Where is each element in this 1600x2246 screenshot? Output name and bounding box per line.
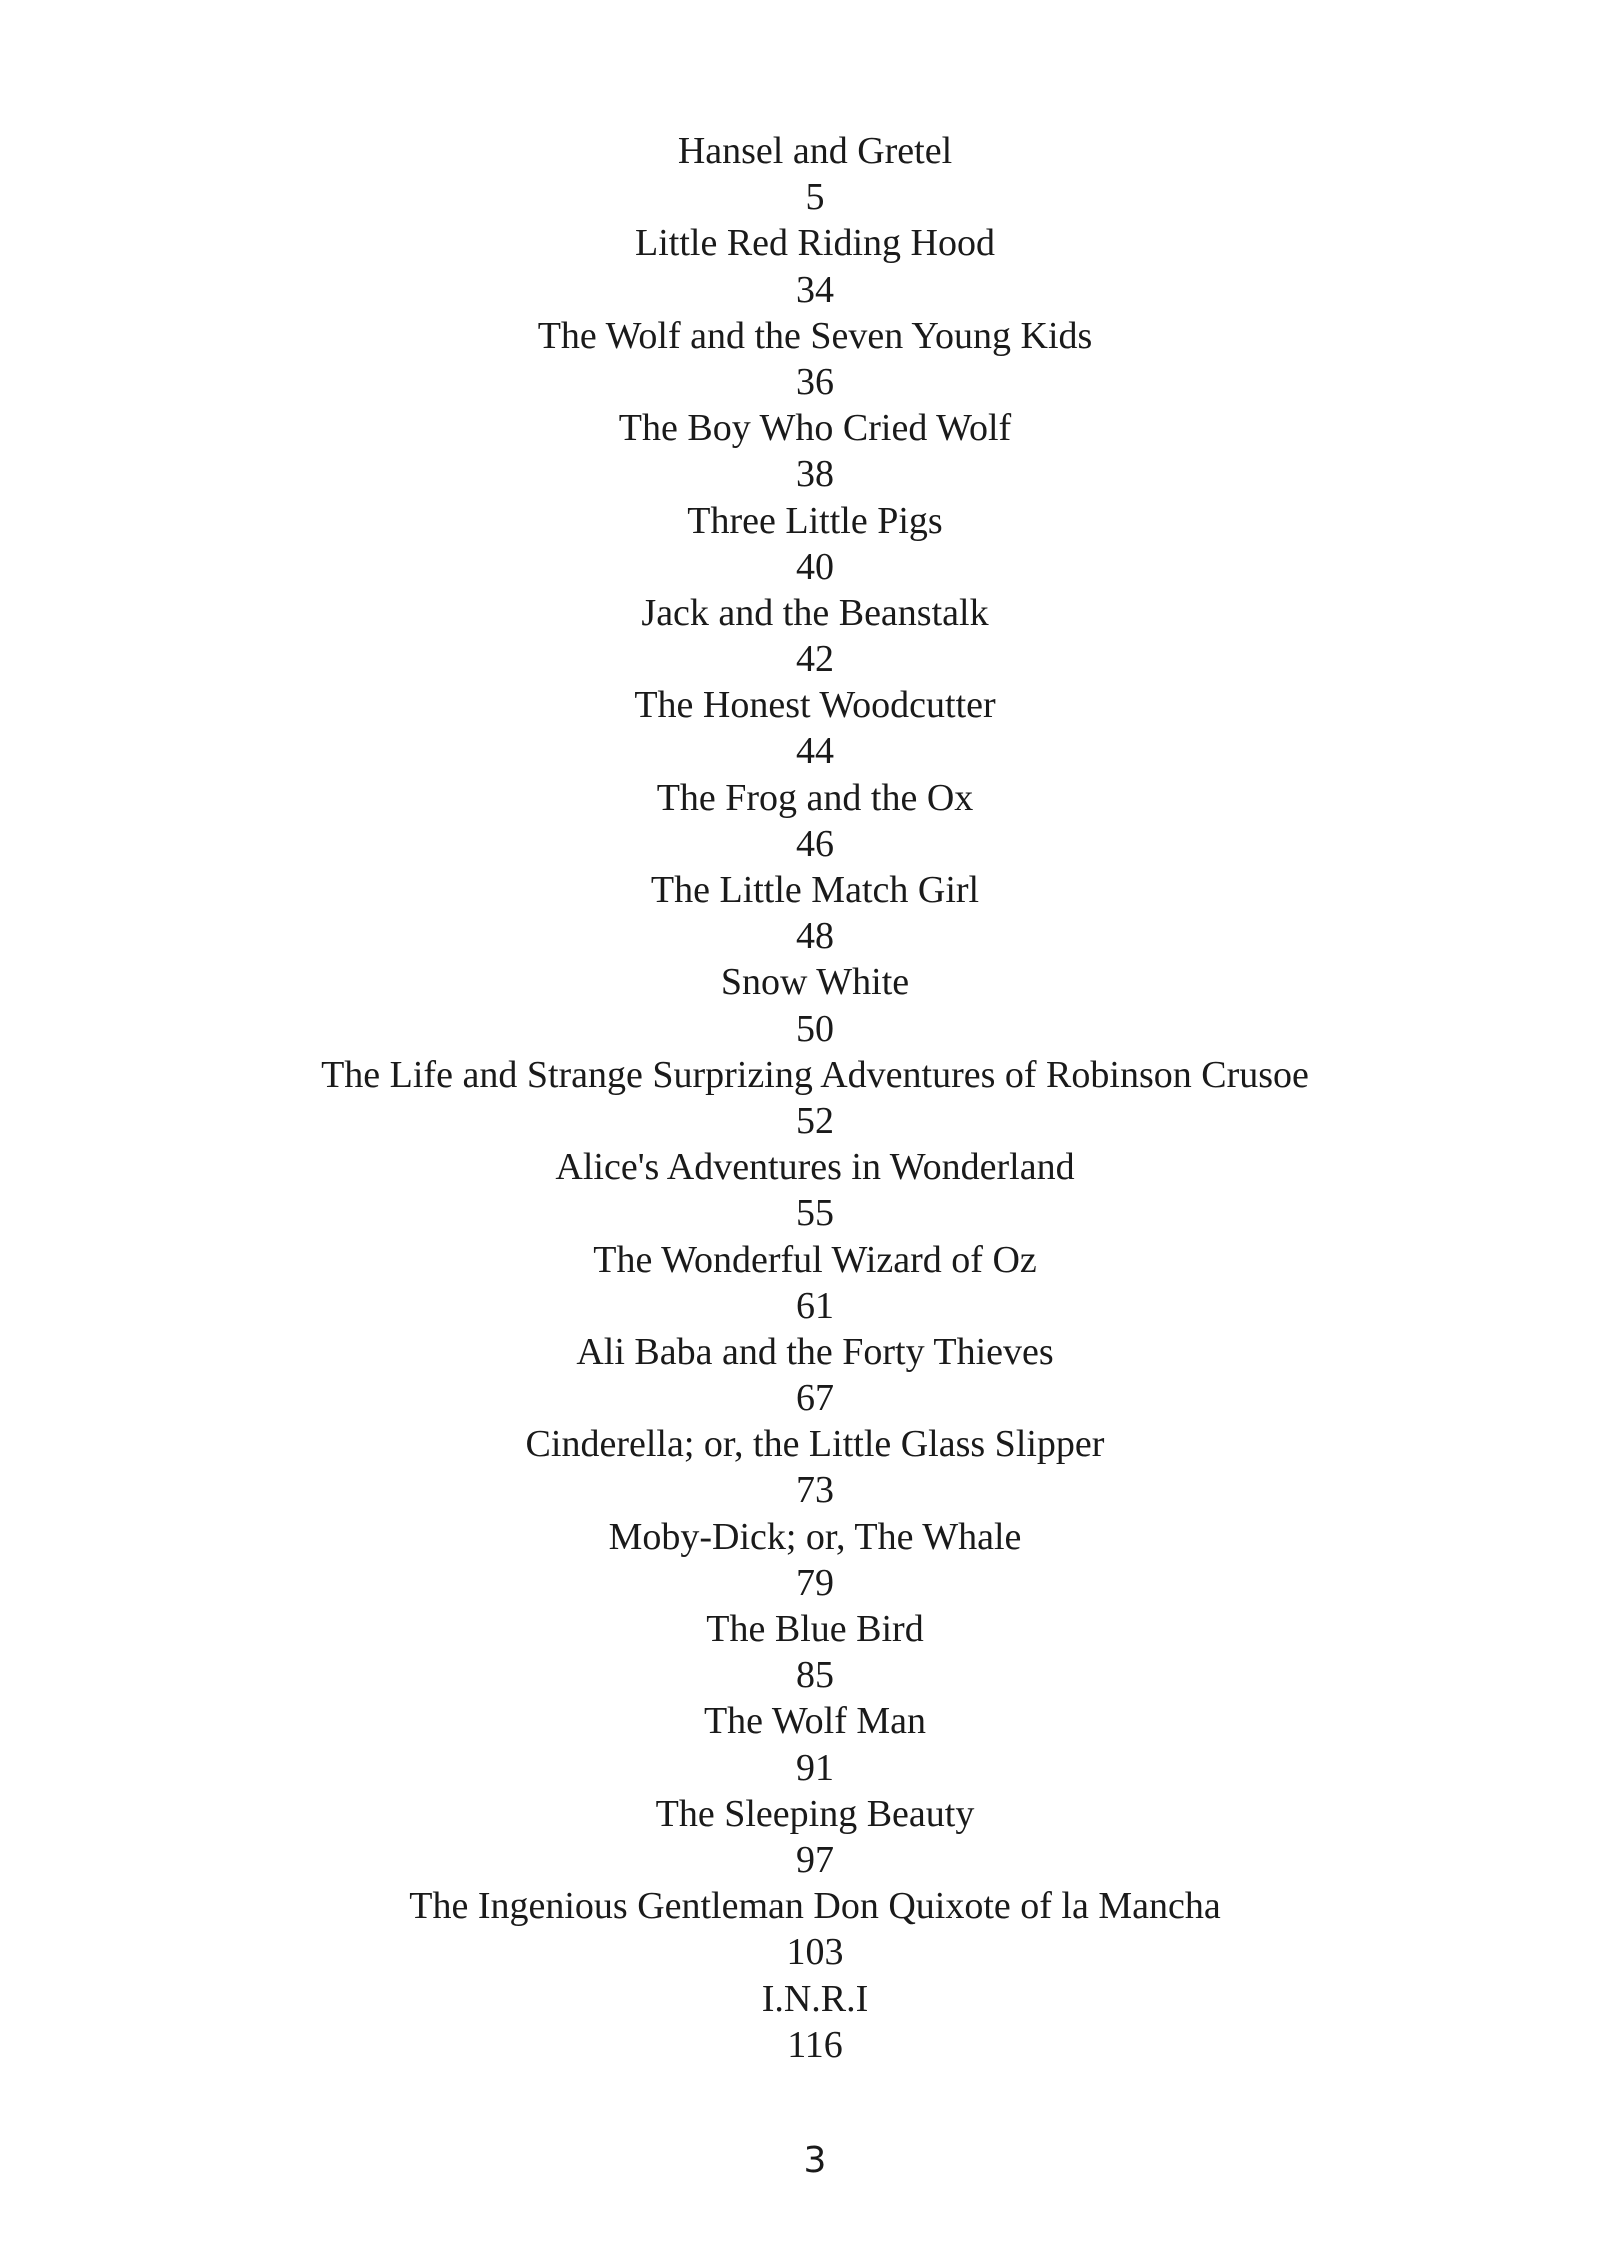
entry-title: Alice's Adventures in Wonderland [555, 1146, 1075, 1189]
entry-title: The Honest Woodcutter [634, 684, 996, 727]
toc-entry[interactable] [706, 1606, 923, 1698]
entry-page-number: 5 [805, 176, 825, 219]
entry-title: Hansel and Gretel [677, 130, 953, 172]
entry-title: The Little Match Girl [650, 869, 980, 911]
entry-title: The Sleeping Beauty [655, 1792, 975, 1835]
entry-title: I.N.R.I [761, 1977, 869, 2020]
entry-page-number: 79 [796, 1561, 834, 1604]
toc-entry[interactable] [555, 1144, 1074, 1236]
entry-page-number: 40 [795, 545, 834, 588]
entry-page-number: 91 [796, 1746, 834, 1789]
entry-page-number: 61 [795, 1284, 834, 1327]
entry-title: The Blue Bird [706, 1608, 924, 1650]
entry-title: The Wolf and the Seven Young Kids [537, 314, 1093, 357]
entry-title: Snow White [720, 961, 910, 1004]
entry-page-number: 46 [795, 822, 834, 865]
entry-title: The Life and Strange Surprizing Adventures of Robinson Crusoe [321, 1053, 1309, 1096]
toc-entry[interactable] [526, 1421, 1105, 1513]
entry-page-number: 116 [787, 2023, 843, 2066]
entry-title: Little Red Riding Hood [635, 222, 995, 265]
entry-page-number: 52 [795, 1099, 834, 1142]
entry-page-number: 103 [786, 1931, 844, 1974]
entry-page-number: 97 [795, 1838, 834, 1881]
entry-page-number: 67 [796, 1377, 834, 1420]
entry-page-number: 48 [796, 915, 834, 958]
toc-entry[interactable] [651, 867, 979, 959]
toc-entry[interactable] [721, 959, 909, 1051]
entry-title: The Frog and the Ox [656, 776, 974, 819]
toc-entry[interactable] [687, 498, 942, 590]
toc-entry[interactable] [609, 1514, 1022, 1606]
entry-page-number: 55 [796, 1192, 834, 1235]
toc-entry[interactable] [678, 128, 952, 220]
toc-entry[interactable] [635, 220, 995, 312]
entry-page-number: 85 [796, 1654, 834, 1697]
page-number: 3 [803, 2140, 827, 2181]
toc-entry[interactable] [762, 1976, 869, 2068]
entry-page-number: 73 [796, 1469, 834, 1512]
toc-entry[interactable] [538, 313, 1093, 405]
entry-title: The Ingenious Gentleman Don Quixote of la Mancha [409, 1885, 1221, 1928]
entry-page-number: 42 [795, 638, 834, 681]
toc-entry[interactable] [657, 775, 974, 867]
entry-page-number: 50 [796, 1007, 834, 1050]
toc-entry[interactable] [634, 682, 995, 774]
toc-entry[interactable] [704, 1698, 926, 1790]
entry-title: Moby-Dick; or, The Whale [608, 1515, 1022, 1558]
toc-entry[interactable] [409, 1883, 1221, 1975]
entry-page-number: 38 [795, 453, 834, 496]
toc-entry[interactable] [656, 1791, 975, 1883]
toc-entry[interactable] [619, 405, 1011, 497]
entry-title: The Boy Who Cried Wolf [618, 407, 1012, 450]
table-of-contents [0, 128, 1600, 2068]
entry-title: Cinderella; or, the Little Glass Slipper [525, 1423, 1105, 1466]
entry-title: Three Little Pigs [687, 499, 943, 542]
toc-entry[interactable] [593, 1237, 1037, 1329]
toc-entry[interactable] [576, 1329, 1053, 1421]
toc-entry[interactable] [641, 590, 988, 682]
entry-title: Ali Baba and the Forty Thieves [576, 1330, 1054, 1373]
entry-title: Jack and the Beanstalk [641, 591, 989, 634]
entry-page-number: 36 [795, 360, 834, 403]
entry-title: The Wolf Man [703, 1700, 927, 1743]
entry-page-number: 34 [796, 268, 834, 311]
toc-entry[interactable] [321, 1052, 1309, 1144]
entry-title: The Wonderful Wizard of Oz [593, 1238, 1037, 1281]
entry-page-number: 44 [796, 730, 834, 773]
